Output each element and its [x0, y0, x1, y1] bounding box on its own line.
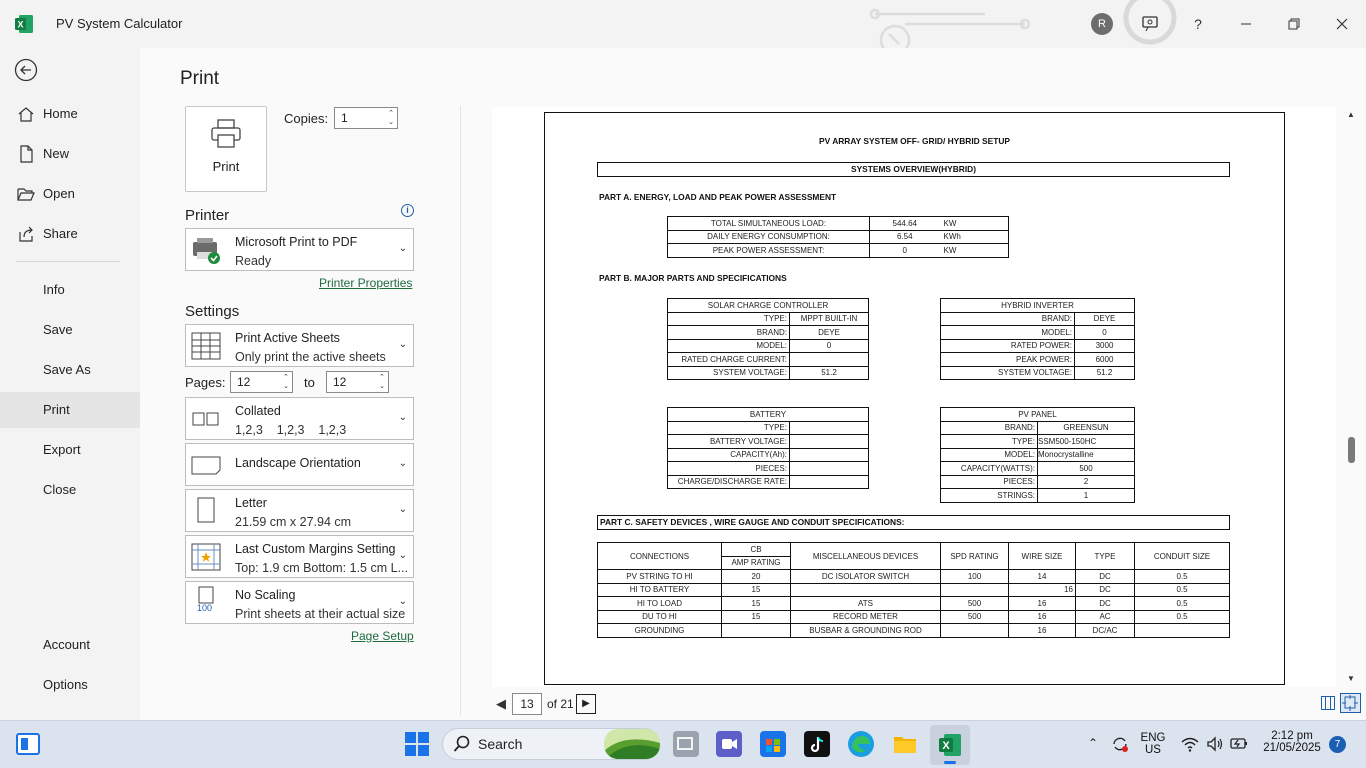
table-header-cell: WIRE SIZE [1009, 543, 1076, 570]
table-cell: HI TO BATTERY [598, 583, 722, 597]
orientation-dropdown[interactable] [185, 443, 414, 486]
charge-controller-table [667, 298, 869, 380]
table-cell: 0 [870, 244, 940, 258]
table-cell [791, 583, 941, 597]
table-cell: MODEL: [941, 448, 1038, 462]
pages-from-value: 12 [237, 375, 251, 389]
table-row [941, 299, 1135, 313]
table-row [668, 230, 1009, 244]
table-cell: 0.5 [1135, 597, 1230, 611]
table-cell: 500 [941, 610, 1009, 624]
pane-divider [460, 106, 461, 716]
table-cell: DC [1076, 583, 1135, 597]
table-cell: CHARGE/DISCHARGE RATE: [668, 475, 790, 489]
margins-icon [191, 542, 221, 572]
nav-divider [16, 261, 120, 262]
table-cell: SSM500-150HC [1038, 435, 1135, 449]
chevron-down-icon: ⌄ [398, 242, 407, 254]
edge-browser-icon[interactable] [848, 731, 874, 757]
table-cell: 1 [1038, 489, 1135, 503]
file-explorer-icon[interactable] [892, 731, 918, 757]
table-cell: 0.5 [1135, 570, 1230, 584]
safety-devices-table [597, 542, 1230, 638]
page-setup-link[interactable]: Page Setup [351, 629, 414, 643]
printer-status: Ready [235, 254, 272, 268]
table-row [668, 217, 1009, 231]
collation-desc: 1,2,3 1,2,3 1,2,3 [235, 423, 347, 437]
table-cell: TYPE: [941, 435, 1038, 449]
table-cell: MODEL: [668, 339, 790, 353]
table-cell: ATS [791, 597, 941, 611]
table-row [668, 353, 869, 367]
pages-to-input[interactable] [326, 371, 389, 393]
table-row [941, 366, 1135, 380]
close-icon[interactable] [1329, 12, 1355, 36]
table-cell: AC [1076, 610, 1135, 624]
table-cell: GREENSUN [1038, 421, 1135, 435]
scrollbar-thumb[interactable] [1348, 437, 1355, 463]
table-row [941, 339, 1135, 353]
table-cell: Monocrystalline [1038, 448, 1135, 462]
scroll-down-icon[interactable]: ▼ [1347, 674, 1355, 683]
nav-label: Options [43, 677, 88, 692]
table-cell: PIECES: [668, 462, 790, 476]
chevron-down-icon: ⌄ [398, 338, 407, 350]
table-cell: 16 [1009, 597, 1076, 611]
pages-to-label: to [304, 375, 315, 390]
help-button[interactable]: ? [1194, 16, 1202, 32]
language-code: ENG [1140, 732, 1166, 744]
table-cell: 16 [1009, 624, 1076, 638]
nav-home[interactable] [0, 96, 140, 132]
table-row [598, 624, 1230, 638]
collation-dropdown[interactable] [185, 397, 414, 440]
tiktok-icon[interactable] [804, 731, 830, 757]
table-cell: DC [1076, 570, 1135, 584]
table-cell: SYSTEM VOLTAGE: [668, 366, 790, 380]
table-cell [790, 448, 869, 462]
printer-properties-link[interactable]: Printer Properties [319, 276, 413, 290]
table-cell: DEYE [1075, 312, 1135, 326]
table-cell: TYPE: [668, 421, 790, 435]
volume-icon[interactable] [1206, 735, 1224, 753]
copies-value: 1 [341, 111, 348, 125]
overview-banner: SYSTEMS OVERVIEW(HYBRID) [597, 162, 1230, 177]
chevron-down-icon: ⌄ [398, 595, 407, 607]
nav-save-as[interactable] [0, 352, 140, 388]
pages-to-value: 12 [333, 375, 347, 389]
table-row [668, 299, 869, 313]
table-cell: 16 [1009, 610, 1076, 624]
restore-icon[interactable] [1281, 12, 1307, 36]
search-icon [453, 735, 471, 753]
table-cell: HYBRID INVERTER [941, 299, 1135, 313]
table-cell: PEAK POWER: [941, 353, 1075, 367]
table-cell: HI TO LOAD [598, 597, 722, 611]
nav-info[interactable] [0, 272, 140, 308]
table-row [668, 339, 869, 353]
show-hidden-icons-icon[interactable]: ⌃ [1088, 736, 1099, 750]
back-arrow-icon[interactable] [14, 58, 38, 82]
table-cell: 0 [790, 339, 869, 353]
margins-title: Last Custom Margins Setting [235, 542, 396, 556]
table-cell: DAILY ENERGY CONSUMPTION: [668, 230, 870, 244]
table-row [941, 326, 1135, 340]
table-row [941, 408, 1135, 422]
nav-label: New [43, 146, 70, 161]
nav-label: Account [43, 637, 90, 652]
table-cell: DEYE [790, 326, 869, 340]
spin-arrows-icon[interactable]: ⌃ ⌄ [283, 374, 289, 390]
preview-scrollbar[interactable] [1343, 107, 1359, 687]
nav-label: Close [43, 482, 77, 497]
avatar[interactable]: R [1091, 13, 1113, 35]
table-cell: KWh [940, 230, 1009, 244]
search-label: Search [478, 736, 523, 752]
margins-desc: Top: 1.9 cm Bottom: 1.5 cm L... [235, 561, 408, 575]
search-highlight-image [604, 729, 660, 759]
table-row [941, 448, 1135, 462]
table-row [668, 462, 869, 476]
clock-time: 2:12 pm [1271, 730, 1313, 742]
table-cell [790, 353, 869, 367]
settings-heading: Settings [185, 303, 240, 320]
nav-close[interactable] [0, 472, 140, 508]
paper-size-icon [191, 496, 221, 526]
table-cell [941, 583, 1009, 597]
spin-arrows-icon[interactable]: ⌃ ⌄ [388, 110, 394, 126]
nav-account[interactable] [0, 627, 140, 663]
table-header-cell: CB [722, 543, 791, 557]
table-cell: KW [940, 244, 1009, 258]
pages-from-input[interactable] [230, 371, 293, 393]
table-cell: RATED CHARGE CURRENT: [668, 353, 790, 367]
wifi-icon[interactable] [1181, 735, 1199, 753]
table-cell: 15 [722, 610, 791, 624]
nav-label: Print [43, 402, 70, 417]
table-cell: PIECES: [941, 475, 1038, 489]
table-row [668, 366, 869, 380]
table-header-cell: CONDUIT SIZE [1135, 543, 1230, 570]
table-row [598, 610, 1230, 624]
region-code: US [1145, 744, 1161, 756]
table-row [941, 435, 1135, 449]
copies-label: Copies: [284, 111, 329, 126]
table-cell: 20 [722, 570, 791, 584]
table-cell: BRAND: [941, 421, 1038, 435]
table-cell: 6.54 [870, 230, 940, 244]
inverter-table [940, 298, 1135, 380]
widgets-icon[interactable] [16, 733, 40, 755]
table-cell: 0.5 [1135, 610, 1230, 624]
table-cell: DC/AC [1076, 624, 1135, 638]
zoom-to-page-icon[interactable] [1340, 693, 1361, 713]
paper-size-dropdown[interactable] [185, 489, 414, 532]
printer-name: Microsoft Print to PDF [235, 235, 358, 249]
task-view-icon[interactable] [673, 731, 699, 757]
table-cell [790, 475, 869, 489]
print-what-title: Print Active Sheets [235, 331, 340, 345]
table-cell: DC ISOLATOR SWITCH [791, 570, 941, 584]
table-row [668, 435, 869, 449]
svg-text:X: X [942, 740, 950, 752]
table-header-cell: AMP RATING [722, 556, 791, 570]
part-c-heading: PART C. SAFETY DEVICES , WIRE GAUGE AND CONDUIT SPECIFICATIONS: [597, 515, 1230, 530]
nav-label: Save [43, 322, 73, 337]
nav-options[interactable] [0, 667, 140, 703]
language-indicator[interactable] [1138, 732, 1168, 756]
svg-text:X: X [17, 19, 24, 30]
show-margins-icon[interactable] [1321, 696, 1335, 710]
title-decoration-icon [865, 0, 1085, 48]
orientation-value: Landscape Orientation [235, 456, 361, 470]
table-cell: 544.64 [870, 217, 940, 231]
nav-share[interactable] [0, 216, 140, 252]
clock-date: 21/05/2025 [1263, 742, 1321, 754]
table-row [668, 244, 1009, 258]
part-b-heading: PART B. MAJOR PARTS AND SPECIFICATIONS [599, 273, 787, 283]
table-cell: RATED POWER: [941, 339, 1075, 353]
sheet-grid-icon [191, 331, 221, 361]
table-row [941, 462, 1135, 476]
print-button[interactable] [185, 106, 267, 192]
table-row [941, 353, 1135, 367]
sync-icon[interactable] [1110, 734, 1130, 754]
table-cell: BRAND: [941, 312, 1075, 326]
table-cell: 14 [1009, 570, 1076, 584]
nav-label: Home [43, 106, 78, 121]
table-cell: KW [940, 217, 1009, 231]
chevron-down-icon: ⌄ [398, 549, 407, 561]
table-cell: BUSBAR & GROUNDING ROD [791, 624, 941, 638]
table-row [941, 475, 1135, 489]
notification-badge[interactable]: 7 [1329, 736, 1346, 753]
table-cell: 500 [941, 597, 1009, 611]
printer-heading: Printer [185, 207, 230, 224]
windows-start-icon[interactable] [405, 732, 429, 756]
table-cell: CAPACITY(WATTS): [941, 462, 1038, 476]
load-table [667, 216, 1009, 258]
print-button-label: Print [212, 159, 240, 174]
table-row [668, 448, 869, 462]
table-cell: DC [1076, 597, 1135, 611]
scaling-icon-label: 100 [197, 603, 213, 613]
table-row [668, 421, 869, 435]
table-cell: BATTERY VOLTAGE: [668, 435, 790, 449]
table-cell: 500 [1038, 462, 1135, 476]
nav-label: Info [43, 282, 65, 297]
copies-stepper[interactable] [334, 107, 398, 129]
page-title: Print [180, 68, 220, 89]
table-cell [722, 624, 791, 638]
printer-device-icon [191, 235, 221, 265]
clock[interactable] [1257, 730, 1327, 754]
table-cell: STRINGS: [941, 489, 1038, 503]
table-cell [790, 462, 869, 476]
part-a-heading: PART A. ENERGY, LOAD AND PEAK POWER ASSESSMENT [599, 192, 837, 202]
table-cell [790, 435, 869, 449]
table-cell: PV STRING TO HI [598, 570, 722, 584]
chevron-down-icon: ⌄ [398, 411, 407, 423]
page-number-input[interactable]: 13 [512, 693, 542, 715]
table-cell: 2 [1038, 475, 1135, 489]
print-what-desc: Only print the active sheets [235, 350, 386, 364]
table-cell: SYSTEM VOLTAGE: [941, 366, 1075, 380]
nav-label: Share [43, 226, 78, 241]
scaling-desc: Print sheets at their actual size [235, 607, 406, 621]
margins-dropdown[interactable] [185, 535, 414, 578]
table-row [668, 326, 869, 340]
table-header-cell: MISCELLANEOUS DEVICES [791, 543, 941, 570]
table-cell: 3000 [1075, 339, 1135, 353]
table-header-cell: SPD RATING [941, 543, 1009, 570]
nav-save[interactable] [0, 312, 140, 348]
table-header-cell: CONNECTIONS [598, 543, 722, 570]
table-cell: 51.2 [1075, 366, 1135, 380]
table-row [941, 312, 1135, 326]
table-header-cell: TYPE [1076, 543, 1135, 570]
pages-label: Pages: [185, 375, 226, 390]
page-count: of 21 [547, 697, 574, 711]
table-row [941, 421, 1135, 435]
excel-logo-icon [14, 14, 34, 34]
nav-label: Export [43, 442, 81, 457]
nav-new[interactable] [0, 136, 140, 172]
table-row [598, 570, 1230, 584]
table-cell: 0 [1075, 326, 1135, 340]
printer-dropdown[interactable] [185, 228, 414, 271]
previous-page-icon[interactable]: ◀ [496, 696, 506, 711]
microsoft-store-icon[interactable] [760, 731, 786, 757]
table-cell: BATTERY [668, 408, 869, 422]
table-header-row [598, 543, 1230, 557]
spin-arrows-icon[interactable]: ⌃ ⌄ [379, 374, 385, 390]
nav-print[interactable] [0, 392, 140, 428]
table-cell: 51.2 [790, 366, 869, 380]
table-row [941, 489, 1135, 503]
table-cell: GROUNDING [598, 624, 722, 638]
table-cell [790, 421, 869, 435]
table-cell [1135, 624, 1230, 638]
printer-icon [210, 119, 242, 149]
table-cell: PEAK POWER ASSESSMENT: [668, 244, 870, 258]
battery-table [667, 407, 869, 489]
share-icon [17, 225, 35, 243]
table-cell: BRAND: [668, 326, 790, 340]
scaling-dropdown[interactable] [185, 581, 414, 624]
info-icon[interactable]: i [401, 204, 414, 217]
table-row [598, 597, 1230, 611]
table-cell [941, 624, 1009, 638]
table-row [598, 583, 1230, 597]
chevron-down-icon: ⌄ [398, 457, 407, 469]
table-cell: 0.5 [1135, 583, 1230, 597]
next-page-icon[interactable]: ▶ [576, 694, 596, 714]
table-cell: 100 [941, 570, 1009, 584]
minimize-icon[interactable] [1233, 12, 1259, 36]
table-cell: RECORD METER [791, 610, 941, 624]
paper-size-desc: 21.59 cm x 27.94 cm [235, 515, 352, 529]
nav-open[interactable] [0, 176, 140, 212]
table-row [668, 408, 869, 422]
table-cell: SOLAR CHARGE CONTROLLER [668, 299, 869, 313]
sheet-title: PV ARRAY SYSTEM OFF- GRID/ HYBRID SETUP [819, 136, 1010, 146]
table-cell: DU TO HI [598, 610, 722, 624]
table-cell: MODEL: [941, 326, 1075, 340]
table-cell: 6000 [1075, 353, 1135, 367]
battery-icon[interactable] [1230, 736, 1248, 752]
feedback-icon[interactable] [1137, 12, 1163, 36]
new-file-icon [17, 145, 35, 163]
table-cell: 15 [722, 583, 791, 597]
table-cell: TYPE: [668, 312, 790, 326]
folder-open-icon [17, 185, 35, 203]
teams-icon[interactable] [716, 731, 742, 757]
table-cell: MPPT BUILT-IN [790, 312, 869, 326]
paper-size-title: Letter [235, 496, 267, 510]
scroll-up-icon[interactable]: ▲ [1347, 110, 1355, 119]
table-cell: 15 [722, 597, 791, 611]
nav-export[interactable] [0, 432, 140, 468]
print-what-dropdown[interactable] [185, 324, 414, 367]
excel-taskbar-button[interactable] [930, 725, 970, 765]
scaling-title: No Scaling [235, 588, 296, 602]
home-icon [17, 105, 35, 123]
window-title: PV System Calculator [56, 16, 183, 31]
landscape-page-icon [191, 450, 221, 480]
table-row [668, 312, 869, 326]
pv-panel-table [940, 407, 1135, 503]
table-cell: TOTAL SIMULTANEOUS LOAD: [668, 217, 870, 231]
nav-label: Save As [43, 362, 91, 377]
table-row [668, 475, 869, 489]
table-cell: 16 [1009, 583, 1076, 597]
chevron-down-icon: ⌄ [398, 503, 407, 515]
collated-pages-icon [191, 404, 221, 434]
table-cell: PV PANEL [941, 408, 1135, 422]
collation-title: Collated [235, 404, 281, 418]
table-cell: CAPACITY(Ah): [668, 448, 790, 462]
nav-label: Open [43, 186, 75, 201]
